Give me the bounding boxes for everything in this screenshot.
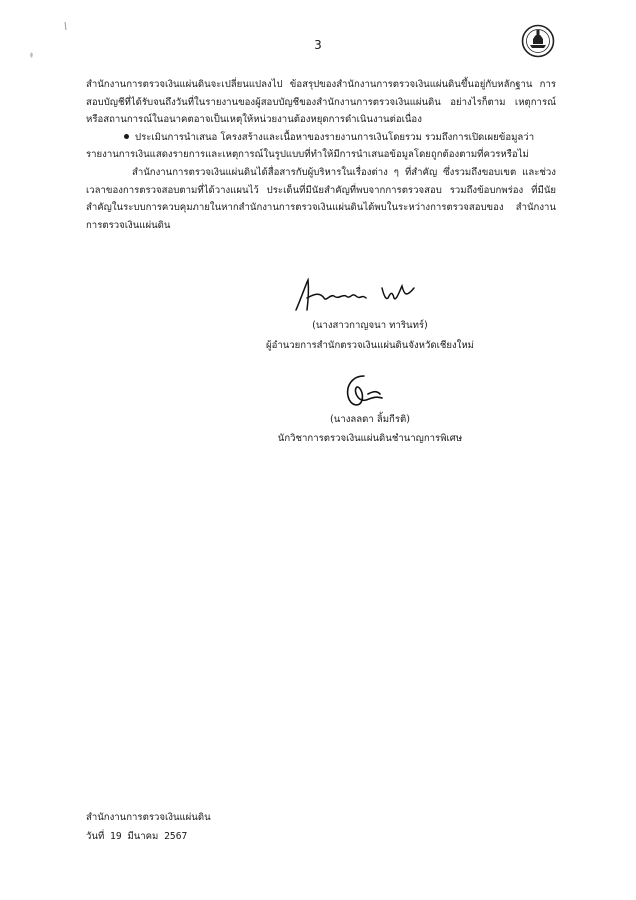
footer-office: สำนักงานการตรวจเงินแผ่นดิน	[86, 812, 211, 823]
signatory-1-title: ผู้อำนวยการสำนักตรวจเงินแผ่นดินจังหวัดเชียงใหม่	[265, 340, 475, 351]
body-text	[86, 76, 556, 234]
signatory-2-title: นักวิชาการตรวจเงินแผ่นดินชำนาญการพิเศษ	[277, 433, 463, 444]
signature-1-image	[290, 276, 430, 318]
bullet-item-continuation: รายงานการเงินแสดงรายการและเหตุการณ์ในรูปแบบที่ทำให้มีการนำเสนอข้อมูลโดยถูกต้องตามที่ควรหรือไม่	[86, 149, 529, 161]
scan-mark	[64, 22, 67, 30]
scan-speck	[30, 52, 34, 58]
signature-2-image	[342, 372, 388, 412]
government-seal-icon	[521, 24, 555, 58]
paragraph-going-concern: สำนักงานการตรวจเงินแผ่นดินจะเปลี่ยนแปลงไป ข้อสรุปของสำนักงานการตรวจเงินแผ่นดินขึ้นอยู่กับหลักฐาน การสอบบัญชีที่ได้รับจนถึงวันที่ในรายงานของผู้สอบบัญชีของสำนักงานการตรวจเงินแผ่นดิน อย่างไรก็ตาม เหตุการณ์หรือสถานการณ์ในอนาคตอาจเป็นเหตุให้หน่วยงานต้องหยุดการดำเนินงานต่อเนื่อง	[86, 79, 556, 126]
footer-date: วันที่ 19 มีนาคม 2567	[86, 831, 188, 842]
footer	[86, 808, 211, 846]
page-number: 3	[314, 38, 322, 52]
signatory-2-name: (นางลลดา ลิ้มกีรติ)	[330, 414, 410, 425]
bullet-item	[86, 129, 556, 147]
bullet-icon	[124, 134, 129, 139]
signatory-1-name: (นางสาวกาญจนา ทารินทร์)	[312, 320, 428, 331]
paragraph-communication: สำนักงานการตรวจเงินแผ่นดินได้สื่อสารกับผู้บริหารในเรื่องต่าง ๆ ที่สำคัญ ซึ่งรวมถึงขอบเขต และช่วงเวลาของการตรวจสอบตามที่ได้วางแผนไว้ ประเด็นที่มีนัยสำคัญที่พบจากการตรวจสอบ รวมถึงข้อบกพร่อง ที่มีนัยสำคัญในระบบการควบคุมภายในหากสำนักงานการตรวจเงินแผ่นดินได้พบในระหว่างการตรวจสอบของ สำนักงานการตรวจเงินแผ่นดิน	[86, 166, 556, 231]
bullet-item-text: ประเมินการนำเสนอ โครงสร้างและเนื้อหาของรายงานการเงินโดยรวม รวมถึงการเปิดเผยข้อมูลว่า	[135, 131, 535, 143]
